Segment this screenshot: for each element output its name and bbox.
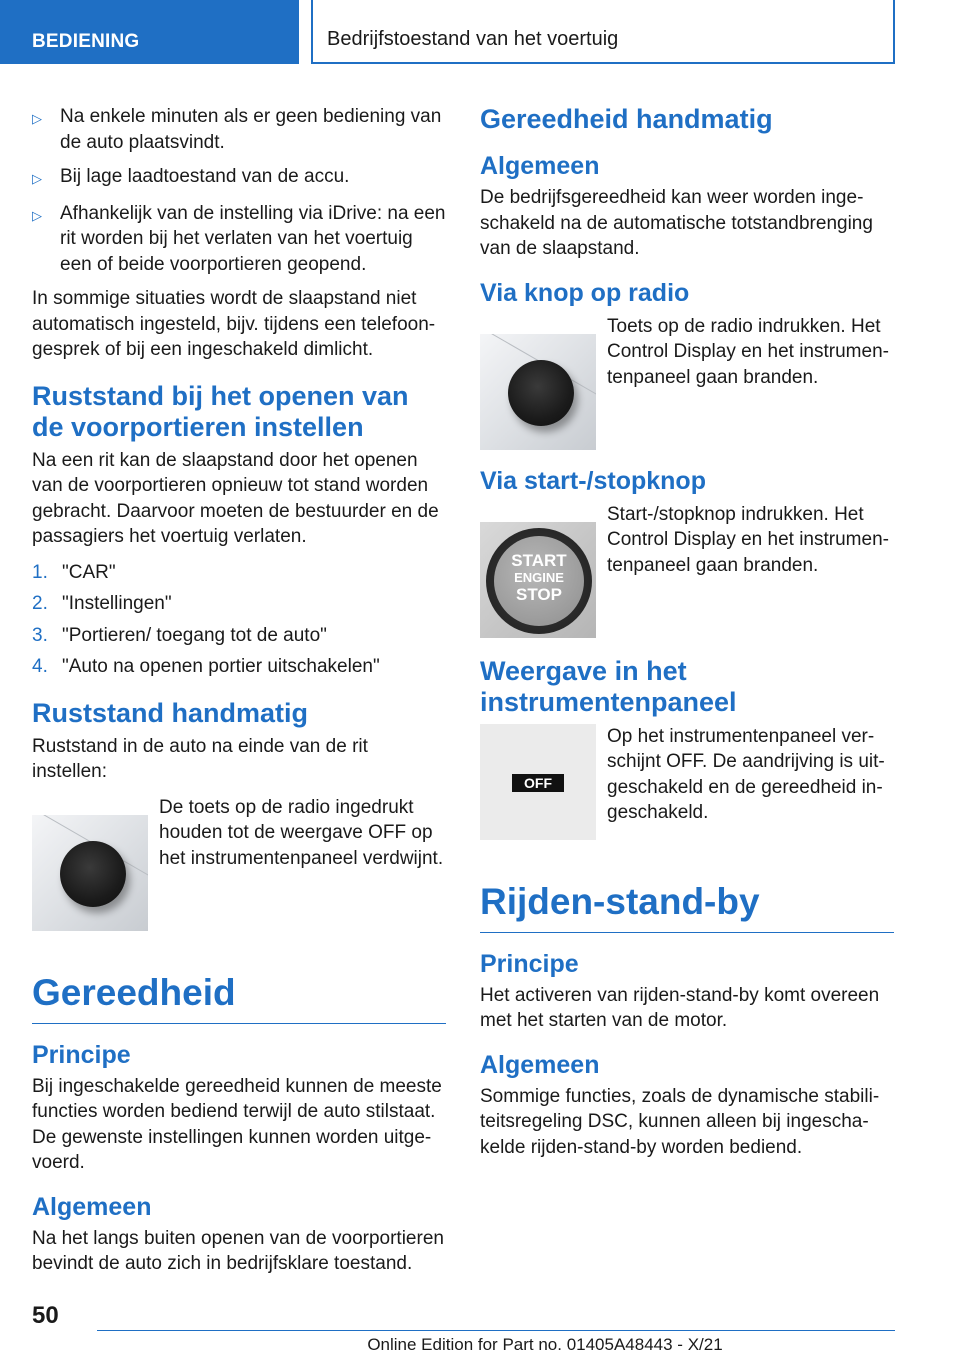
heading-gereedheid-handmatig: Gereedheid handmatig [480,104,773,134]
knob-icon [60,841,126,907]
right-column [480,104,894,1170]
image-caption: De toets op de radio ingedrukt houden tot de weergave OFF op het instrumentenpaneel verdwijnt. [159,796,444,869]
step-text: "Portieren/ toegang tot de auto" [62,624,327,646]
heading-gereedheid: Gereedheid [32,971,446,1024]
image-with-text [32,795,446,931]
left-column [32,104,446,1287]
heading-principe: Principe [480,949,579,978]
bullet-text: Bij lage laadtoestand van de accu. [60,166,350,187]
heading-ruststand-handmatig: Ruststand handmatig [32,697,309,728]
list-item [32,560,446,586]
paragraph: Het activeren van rijden-stand-by komt overeen met het starten van de motor. [480,984,880,1031]
step-text: "CAR" [62,561,116,583]
heading-algemeen: Algemeen [480,152,600,180]
paragraph: Sommige functies, zoals de dynamische stabili-teitsregeling DSC, kunnen alleen bij ingescha-kelde rijden-stand-by worden bediend. [480,1085,880,1158]
list-item [32,623,446,649]
image-with-text [480,314,894,450]
list-item [32,654,446,680]
step-text: "Instellingen" [62,593,172,614]
heading-algemeen: Algemeen [480,1050,600,1079]
triangle-bullet-icon: ▷ [32,111,42,126]
triangle-bullet-icon: ▷ [32,207,42,223]
page-title: Bedrijfstoestand van het voertuig [327,28,619,50]
heading-algemeen: Algemeen [32,1192,152,1221]
step-number: 1. [32,561,48,583]
bullet-item [32,164,446,192]
paragraph: Na een rit kan de slaapstand door het openen van de voorportieren opnieuw tot stand worden gebracht. Daarvoor moeten de bestuurder en de passagiers het voertuig verlaten. [32,449,439,547]
image-caption: Start-/stopknop indrukken. Het Control Display en het instrumen-tenpaneel gaan branden. [607,503,889,576]
heading-via-start-stop: Via start-/stopknop [480,466,706,495]
stop-label: STOP [516,584,562,604]
footer-divider [97,1330,895,1331]
section-label: BEDIENING [32,31,140,52]
paragraph: In sommige situaties wordt de slaapstand niet automatisch ingesteld, bijv. tijdens een telefoon-gesprek of bij een ingeschakeld dimlicht. [32,288,436,360]
heading-ruststand-openen: Ruststand bij het openen van de voorportieren instellen [32,380,409,442]
knob-icon [508,360,574,426]
list-item [32,591,446,617]
heading-rijden-stand-by: Rijden-stand-by [480,880,894,933]
off-badge: OFF [512,774,564,792]
image-with-text [480,502,894,638]
footer-text: Online Edition for Part no. 01405A48443 - X/21 [367,1335,723,1354]
section-tab [0,0,299,64]
step-number: 2. [32,593,48,614]
paragraph: De bedrijfsgereedheid kan weer worden inge-schakeld na de automatische totstandbrenging van de slaapstand. [480,187,873,259]
radio-knob-image [32,815,148,931]
page-header [311,0,895,64]
paragraph: Na het langs buiten openen van de voorportieren bevindt de auto zich in bedrijfsklare toestand. [32,1227,444,1274]
heading-weergave: Weergave in het instrumentenpaneel [480,655,737,717]
paragraph: Bij ingeschakelde gereedheid kunnen de meeste functies worden bediend terwijl de auto stilstaat. De gewenste instellingen kunnen worden uitge-voerd. [32,1075,442,1173]
triangle-bullet-icon: ▷ [32,171,42,186]
page-number: 50 [32,1302,59,1329]
paragraph: Ruststand in de auto na einde van de rit instellen: [32,735,368,782]
image-with-text [480,724,894,840]
start-label: START [511,550,567,570]
bullet-text: Na enkele minuten als er geen bediening van de auto plaatsvindt. [60,106,442,153]
step-number: 3. [32,624,48,646]
bullet-item [32,104,446,155]
image-caption: Toets op de radio indrukken. Het Control Display en het instrumen-tenpaneel gaan branden. [607,315,889,388]
step-text: "Auto na openen portier uitschakelen" [62,656,380,677]
bullet-text: Afhankelijk van de instelling via iDrive: na een rit worden bij het verlaten van het voertuig een of beide voorportieren geopend. [60,202,446,275]
engine-label: ENGINE [514,569,564,585]
step-number: 4. [32,656,48,677]
radio-knob-image [480,334,596,450]
start-stop-button-image [480,522,596,638]
image-caption: Op het instrumentenpaneel ver-schijnt OFF. De aandrijving is uit-geschakeld en de gereedheid in-geschakeld. [607,725,885,823]
heading-principe: Principe [32,1040,131,1069]
bullet-item [32,201,446,278]
off-display-image [480,724,596,840]
heading-via-radio: Via knop op radio [480,278,690,307]
